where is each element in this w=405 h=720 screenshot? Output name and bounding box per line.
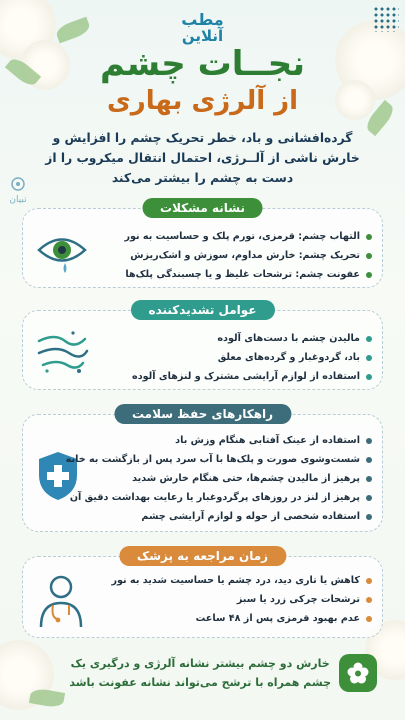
list-item: شست‌وشوی صورت و پلک‌ها با آب سرد پس از بازگشت به خانه <box>66 450 372 469</box>
list-item: استفاده شخصی از حوله و لوازم آرایشی چشم <box>66 507 372 526</box>
doctor-visit-list <box>112 571 372 628</box>
doctor-icon <box>35 571 87 635</box>
intro-text <box>22 128 383 188</box>
side-logo <box>8 176 28 205</box>
footer-line-1: خارش دو چشم بیشتر نشانه آلرژی و درگیری یک <box>70 657 330 670</box>
list-item: تحریک چشم: خارش مداوم، سوزش و اشک‌ریزش <box>124 246 372 265</box>
section-aggravating-factors <box>22 303 383 390</box>
intro-line-1: گرده‌افشانی و باد، خطر تحریک چشم را افزایش و <box>52 131 353 145</box>
list-item: استفاده از عینک آفتابی هنگام وزش باد <box>66 431 372 450</box>
footer-line-2: چشم همراه با ترشح می‌تواند نشانه عفونت باشد <box>69 676 331 689</box>
list-item: مالیدن چشم با دست‌های آلوده <box>132 329 372 348</box>
factors-list <box>132 329 372 386</box>
section-symptoms <box>22 201 383 288</box>
section-protection-tips <box>22 407 383 532</box>
section-title: عوامل تشدیدکننده <box>130 300 274 320</box>
brand-line-1: مطب <box>181 10 224 29</box>
list-item: کاهش یا تاری دید، درد چشم یا حساسیت شدید به نور <box>112 571 372 590</box>
flower-badge-icon <box>339 654 377 692</box>
list-item: باد، گردوغبار و گرده‌های معلق <box>132 348 372 367</box>
list-item: التهاب چشم: قرمزی، تورم پلک و حساسیت به نور <box>124 227 372 246</box>
brand-logo <box>0 12 405 44</box>
list-item: پرهیز از لنز در روزهای پرگردوغبار یا رعایت بهداشت دقیق آن <box>66 488 372 507</box>
page-title: نجــات چشم <box>99 44 306 84</box>
intro-line-2: خارش ناشی از آلــرژی، احتمال انتقال میکروب را از <box>45 151 360 165</box>
list-item: استفاده از لوازم آرایشی مشترک و لنزهای آلوده <box>132 367 372 386</box>
eye-icon <box>35 223 89 281</box>
wind-icon <box>35 327 89 381</box>
tips-list <box>66 431 372 526</box>
list-item: ترشحات چرکی زرد یا سبز <box>112 590 372 609</box>
section-title: راهکارهای حفظ سلامت <box>114 404 291 424</box>
section-doctor-visit <box>22 549 383 638</box>
footer-note <box>22 650 383 696</box>
page-subtitle: از آلرژی بهاری <box>106 86 299 116</box>
brand-line-2: آنلاین <box>181 27 224 45</box>
symptoms-list <box>124 227 372 284</box>
section-title: نشانه مشکلات <box>142 198 263 218</box>
section-title: زمان مراجعه به پزشک <box>119 546 286 566</box>
side-logo-icon <box>8 176 28 192</box>
side-logo-text: تبیان <box>9 195 27 205</box>
list-item: عفونت چشم: ترشحات غلیظ و یا چسبندگی پلک‌ها <box>124 265 372 284</box>
list-item: عدم بهبود قرمزی پس از ۴۸ ساعت <box>112 609 372 628</box>
intro-line-3: دست به چشم را بیشتر می‌کند <box>111 171 294 185</box>
list-item: پرهیز از مالیدن چشم‌ها، حتی هنگام خارش شدید <box>66 469 372 488</box>
footer-text <box>69 654 331 692</box>
